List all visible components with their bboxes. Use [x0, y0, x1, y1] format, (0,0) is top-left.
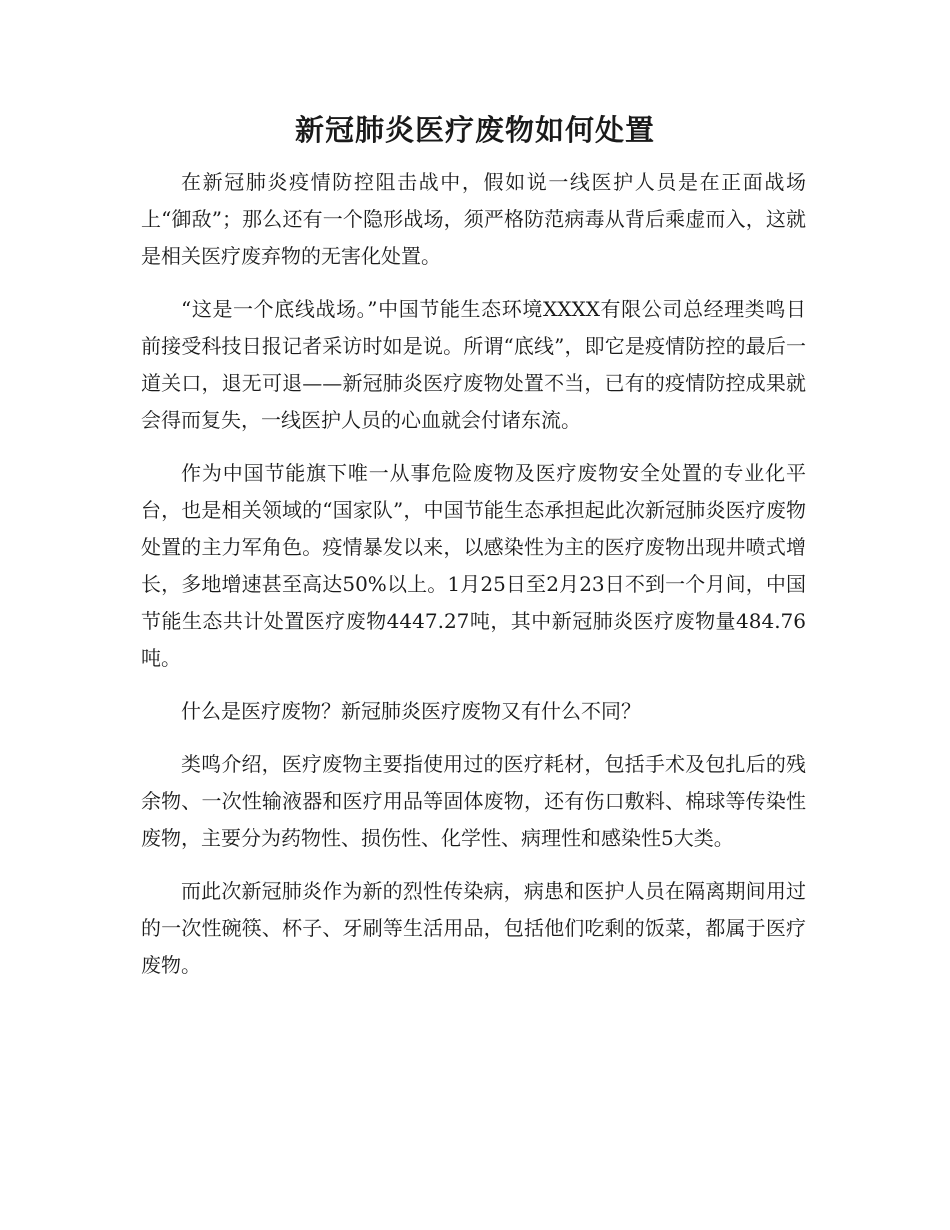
- paragraph-6: 而此次新冠肺炎作为新的烈性传染病，病患和医护人员在隔离期间用过的一次性碗筷、杯子、牙刷等生活用品，包括他们吃剩的饭菜，都属于医疗废物。: [141, 879, 806, 977]
- paragraph-2: “这是一个底线战场。”中国节能生态环境XXXX有限公司总经理类鸣日前接受科技日报记者采访时如是说。所谓“底线”，即它是疫情防控的最后一道关口，退无可退——新冠肺炎医疗废物处置不当，已有的疫情防控成果就会得而复失，一线医护人员的心血就会付诸东流。: [141, 297, 806, 432]
- document-body: [141, 164, 806, 1000]
- paragraph-1: 在新冠肺炎疫情防控阻击战中，假如说一线医护人员是在正面战场上“御敌”；那么还有一个隐形战场，须严格防范病毒从背后乘虚而入，这就是相关医疗废弃物的无害化处置。: [141, 170, 806, 268]
- paragraph-5: 类鸣介绍，医疗废物主要指使用过的医疗耗材，包括手术及包扎后的残余物、一次性输液器和医疗用品等固体废物，还有伤口敷料、棉球等传染性废物，主要分为药物性、损伤性、化学性、病理性和感染性5大类。: [141, 752, 806, 850]
- paragraph-4: 什么是医疗废物？新冠肺炎医疗废物又有什么不同？: [181, 699, 641, 723]
- document-title: 新冠肺炎医疗废物如何处置: [294, 113, 655, 147]
- paragraph-3: 作为中国节能旗下唯一从事危险废物及医疗废物安全处置的专业化平台，也是相关领域的“国家队”，中国节能生态承担起此次新冠肺炎医疗废物处置的主力军角色。疫情暴发以来，以感染性为主的医疗废物出现井喷式增长，多地增速甚至高达50%以上。1月25日至2月23日不到一个月间，中国节能生态共计处置医疗废物4447.27吨，其中新冠肺炎医疗废物量484.76吨。: [141, 461, 806, 670]
